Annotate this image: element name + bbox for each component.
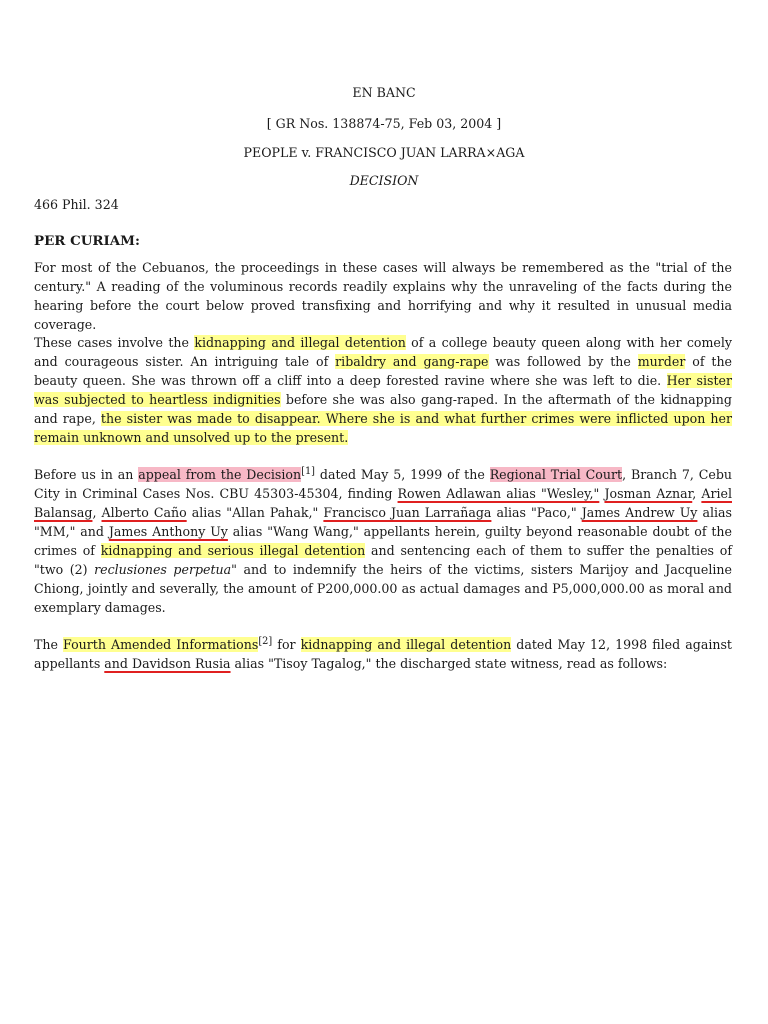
footnote-ref-2[interactable]: [2] [258,636,273,648]
yellow-highlight: kidnapping and serious illegal detention [100,543,366,558]
paragraph-4 [34,635,732,673]
text-segment: for [272,637,301,652]
pink-highlight: appeal from the Decision [138,467,302,482]
text-segment: alias "Allan Pahak," [186,505,324,520]
text-segment: , [692,486,702,501]
text-segment: " and to indemnify the heirs of the victims, sisters Marijoy and Jacqueline Chiong, jointly and severally, the amount of P200,000.00 as actual damages and P5,000,000.00 as moral and exemplary damages. [34,562,732,615]
per-curiam-label: PER CURIAM [34,233,136,249]
citation: 466 Phil. 324 [34,197,119,212]
yellow-highlight: Fourth Amended Informations [63,637,259,652]
text-segment: , [92,505,102,520]
yellow-highlight: Her sister was subjected to heartless indignities [34,373,732,407]
yellow-highlight: murder [637,354,686,369]
text-segment: alias "Tisoy Tagalog," the discharged state witness, read as follows: [230,656,668,671]
case-title: PEOPLE v. FRANCISCO JUAN LARRA×AGA [243,145,525,160]
text-segment: of a college beauty queen along with her comely and courageous sister. An intriguing tale of [34,335,732,369]
red-underline: James Andrew Uy [581,505,698,520]
court-division: EN BANC [352,85,416,100]
red-underline: Alberto Caño [101,505,187,520]
yellow-highlight: the sister was made to disappear. Where she is and what further crimes were inflicted upon her remain unknown and unsolved up to the present. [34,411,733,445]
per-curiam-heading [34,232,140,251]
text-segment: alias "Paco," [491,505,582,520]
text-segment: The [34,637,64,652]
document-type: DECISION [349,173,419,188]
gr-numbers: [ GR Nos. 138874-75, Feb 03, 2004 ] [266,116,502,131]
yellow-highlight: ribaldry and gang-rape [335,354,489,369]
paragraph-3 [34,465,732,617]
red-underline: Francisco Juan Larrañaga [323,505,492,520]
text-segment: of the beauty queen. She was thrown off a cliff into a deep forested ravine where she was left to die. [34,354,733,388]
text-segment: before she was also gang-raped. In the aftermath of the kidnapping and rape, [34,392,732,426]
red-underline: Ariel Balansag [34,486,732,520]
red-underline: Josman Aznar [604,486,693,501]
red-underline: and Davidson Rusia [104,656,231,671]
paragraph-1: For most of the Cebuanos, the proceedings in these cases will always be remembered as the "trial of the century." A reading of the voluminous records readily explains why the unraveling of the facts during the hearing before the court below proved transfixing and horrifying and why it resulted in unusual media coverage. [34,260,732,332]
text-segment: was followed by the [488,354,638,369]
text-segment: , Branch 7, Cebu City in Criminal Cases Nos. CBU 45303-45304, finding [34,467,733,501]
text-segment: alias "Wang Wang," appellants herein, guilty beyond reasonable doubt of the crimes of [34,524,732,558]
pink-highlight: Regional Trial Court [489,467,623,482]
text-segment: These cases involve the [34,335,195,350]
footnote-ref-1[interactable]: [1] [301,466,316,478]
text-segment: dated May 12, 1998 filed against appellants [34,637,732,671]
paragraph-2 [34,333,732,447]
italic-term: reclusiones perpetua [94,562,232,577]
per-curiam-colon: : [135,233,140,249]
text-segment: dated May 5, 1999 of the [315,467,490,482]
text-segment: Before us in an [34,467,139,482]
red-underline: James Anthony Uy [108,524,228,539]
text-segment: alias "MM," and [34,505,732,539]
text-segment: and sentencing each of them to suffer the penalties of "two (2) [34,543,732,577]
yellow-highlight: kidnapping and illegal detention [194,335,406,350]
red-underline: Rowen Adlawan alias "Wesley," [397,486,600,501]
yellow-highlight: kidnapping and illegal detention [300,637,512,652]
